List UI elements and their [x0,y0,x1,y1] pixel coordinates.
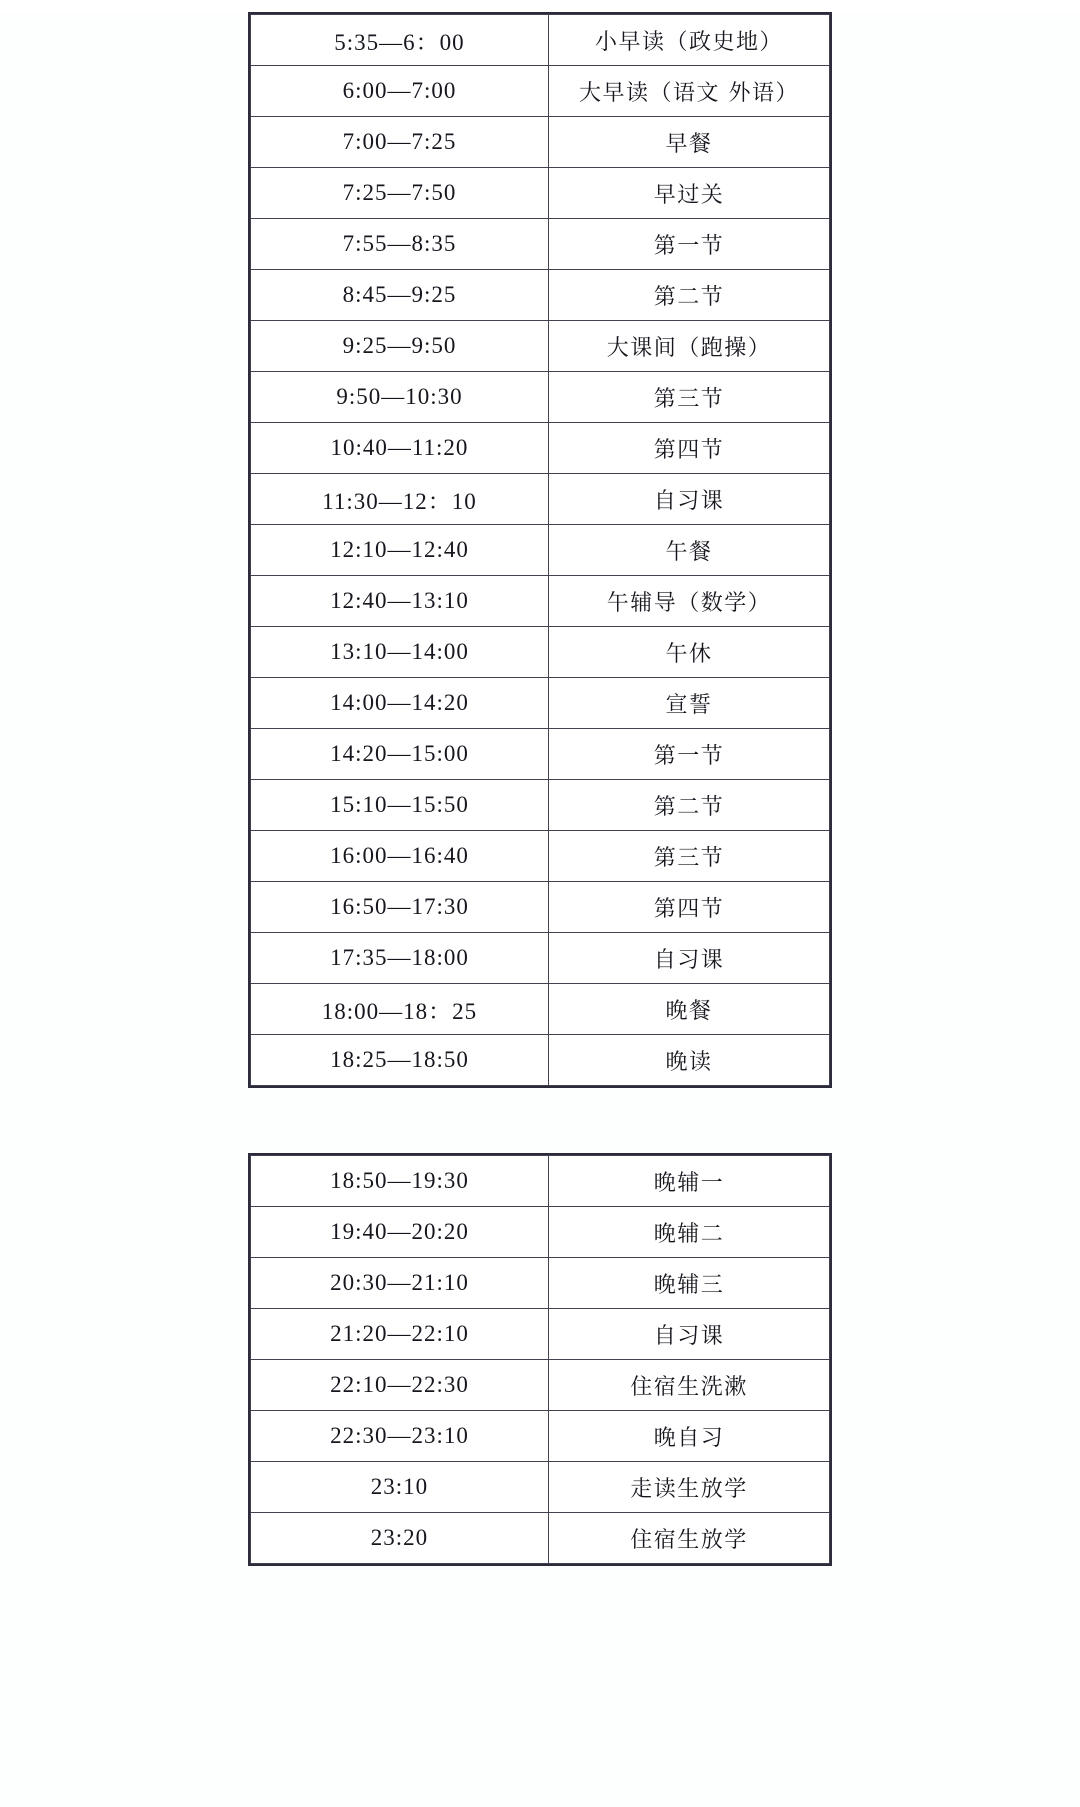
time-cell: 23:20 [251,1513,549,1564]
time-cell: 7:55—8:35 [251,219,549,270]
table-row [251,15,830,66]
time-cell: 18:25—18:50 [251,1035,549,1086]
table-row [251,474,830,525]
activity-cell: 第二节 [548,270,829,321]
time-cell: 11:30—12：10 [251,474,549,525]
activity-cell: 午餐 [548,525,829,576]
activity-cell: 走读生放学 [548,1462,829,1513]
activity-cell: 第四节 [548,882,829,933]
time-cell: 5:35—6：00 [251,15,549,66]
activity-cell: 晚读 [548,1035,829,1086]
document-page [0,12,1080,1807]
activity-cell: 晚辅二 [548,1207,829,1258]
table-row [251,984,830,1035]
table-row [251,168,830,219]
time-cell: 6:00—7:00 [251,66,549,117]
time-cell: 13:10—14:00 [251,627,549,678]
time-cell: 18:00—18：25 [251,984,549,1035]
time-cell: 7:25—7:50 [251,168,549,219]
activity-cell: 第二节 [548,780,829,831]
time-cell: 22:30—23:10 [251,1411,549,1462]
time-cell: 14:00—14:20 [251,678,549,729]
table-row [251,525,830,576]
activity-cell: 早餐 [548,117,829,168]
table-row [251,576,830,627]
table-row [251,270,830,321]
table-row [251,1309,830,1360]
daytime-schedule-table [248,12,832,1088]
table-row [251,1513,830,1564]
table-row [251,1462,830,1513]
table-row [251,321,830,372]
table-row [251,1411,830,1462]
time-cell: 9:50—10:30 [251,372,549,423]
activity-cell: 大课间（跑操） [548,321,829,372]
evening-schedule-table [248,1153,832,1566]
activity-cell: 第三节 [548,372,829,423]
time-cell: 8:45—9:25 [251,270,549,321]
activity-cell: 自习课 [548,1309,829,1360]
table-body-evening [251,1156,830,1564]
activity-cell: 晚自习 [548,1411,829,1462]
time-cell: 16:00—16:40 [251,831,549,882]
time-cell: 7:00—7:25 [251,117,549,168]
time-cell: 9:25—9:50 [251,321,549,372]
time-cell: 21:20—22:10 [251,1309,549,1360]
schedule-table-evening [250,1155,830,1564]
time-cell: 16:50—17:30 [251,882,549,933]
table-row [251,1207,830,1258]
time-cell: 12:40—13:10 [251,576,549,627]
time-cell: 20:30—21:10 [251,1258,549,1309]
table-row [251,1360,830,1411]
activity-cell: 午休 [548,627,829,678]
table-row [251,678,830,729]
activity-cell: 第一节 [548,219,829,270]
time-cell: 17:35—18:00 [251,933,549,984]
activity-cell: 晚辅三 [548,1258,829,1309]
time-cell: 15:10—15:50 [251,780,549,831]
table-row [251,372,830,423]
time-cell: 22:10—22:30 [251,1360,549,1411]
activity-cell: 自习课 [548,933,829,984]
activity-cell: 晚餐 [548,984,829,1035]
activity-cell: 宣誓 [548,678,829,729]
table-row [251,1156,830,1207]
table-row [251,219,830,270]
activity-cell: 晚辅一 [548,1156,829,1207]
table-row [251,423,830,474]
time-cell: 14:20—15:00 [251,729,549,780]
table-body-daytime [251,15,830,1086]
table-row [251,780,830,831]
time-cell: 10:40—11:20 [251,423,549,474]
table-row [251,1035,830,1086]
table-row [251,729,830,780]
activity-cell: 午辅导（数学） [548,576,829,627]
activity-cell: 第一节 [548,729,829,780]
time-cell: 23:10 [251,1462,549,1513]
table-row [251,933,830,984]
time-cell: 18:50—19:30 [251,1156,549,1207]
table-row [251,66,830,117]
table-row [251,882,830,933]
activity-cell: 住宿生洗漱 [548,1360,829,1411]
table-row [251,831,830,882]
time-cell: 19:40—20:20 [251,1207,549,1258]
table-row [251,117,830,168]
time-cell: 12:10—12:40 [251,525,549,576]
activity-cell: 第三节 [548,831,829,882]
table-row [251,627,830,678]
activity-cell: 小早读（政史地） [548,15,829,66]
activity-cell: 大早读（语文 外语） [548,66,829,117]
activity-cell: 自习课 [548,474,829,525]
activity-cell: 住宿生放学 [548,1513,829,1564]
table-row [251,1258,830,1309]
activity-cell: 早过关 [548,168,829,219]
schedule-table-daytime [250,14,830,1086]
activity-cell: 第四节 [548,423,829,474]
